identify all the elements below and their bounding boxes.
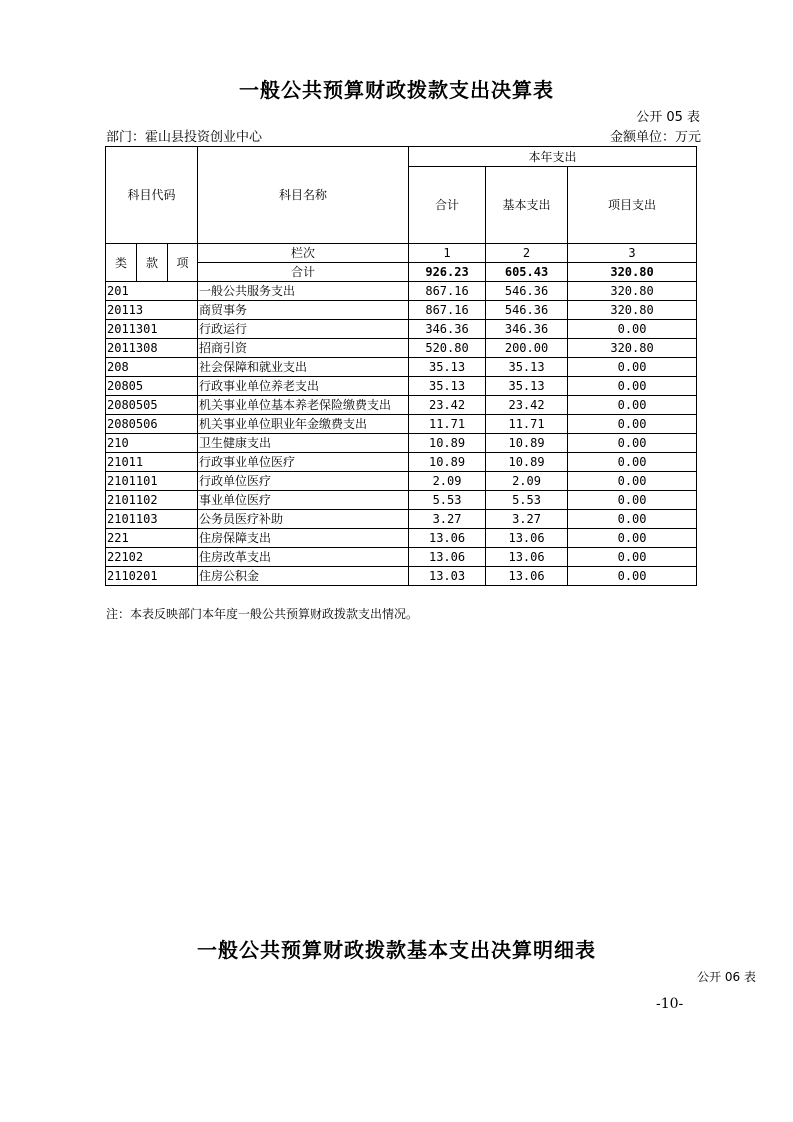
row-project: 0.00 — [568, 415, 697, 434]
table-row — [106, 567, 697, 586]
row-name: 行政事业单位养老支出 — [198, 377, 409, 396]
header-subject-name: 科目名称 — [198, 147, 409, 244]
sum-basic: 605.43 — [486, 263, 568, 282]
row-project: 0.00 — [568, 510, 697, 529]
next-table-title: 一般公共预算财政拨款基本支出决算明细表 — [197, 938, 596, 962]
row-basic: 546.36 — [486, 301, 568, 320]
table-row — [106, 510, 697, 529]
header-column-index: 栏次 — [198, 244, 409, 263]
table-row — [106, 301, 697, 320]
table-row — [106, 529, 697, 548]
row-name: 行政单位医疗 — [198, 472, 409, 491]
header-current-year: 本年支出 — [409, 147, 697, 167]
row-name: 行政事业单位医疗 — [198, 453, 409, 472]
header-lei: 类 — [106, 244, 137, 282]
row-code: 221 — [106, 529, 198, 548]
table-row — [106, 491, 697, 510]
row-code: 2110201 — [106, 567, 198, 586]
column-number-1: 1 — [409, 244, 486, 263]
row-name: 住房保障支出 — [198, 529, 409, 548]
row-total: 13.06 — [409, 548, 486, 567]
next-form-number: 公开 06 表 — [697, 970, 756, 984]
row-basic: 23.42 — [486, 396, 568, 415]
sum-project: 320.80 — [568, 263, 697, 282]
row-project: 0.00 — [568, 491, 697, 510]
row-name: 住房公积金 — [198, 567, 409, 586]
row-basic: 200.00 — [486, 339, 568, 358]
row-basic: 35.13 — [486, 377, 568, 396]
row-project: 0.00 — [568, 529, 697, 548]
row-project: 0.00 — [568, 472, 697, 491]
row-basic: 10.89 — [486, 453, 568, 472]
row-code: 2011308 — [106, 339, 198, 358]
row-total: 346.36 — [409, 320, 486, 339]
table-row — [106, 396, 697, 415]
column-number-3: 3 — [568, 244, 697, 263]
row-total: 11.71 — [409, 415, 486, 434]
table-row — [106, 453, 697, 472]
row-basic: 346.36 — [486, 320, 568, 339]
row-name: 招商引资 — [198, 339, 409, 358]
department-label: 部门：霍山县投资创业中心 — [106, 130, 263, 145]
header-kuan: 款 — [137, 244, 168, 282]
header-project: 项目支出 — [568, 167, 697, 244]
row-total: 2.09 — [409, 472, 486, 491]
row-project: 0.00 — [568, 434, 697, 453]
expenditure-table — [105, 146, 697, 586]
row-project: 0.00 — [568, 567, 697, 586]
row-basic: 5.53 — [486, 491, 568, 510]
row-code: 22102 — [106, 548, 198, 567]
form-number: 公开 05 表 — [636, 110, 700, 125]
sum-label: 合计 — [198, 263, 409, 282]
row-code: 2080505 — [106, 396, 198, 415]
row-name: 事业单位医疗 — [198, 491, 409, 510]
row-total: 23.42 — [409, 396, 486, 415]
amount-unit-label: 金额单位：万元 — [609, 130, 701, 145]
row-basic: 10.89 — [486, 434, 568, 453]
row-total: 867.16 — [409, 301, 486, 320]
row-total: 10.89 — [409, 453, 486, 472]
row-code: 2011301 — [106, 320, 198, 339]
row-name: 行政运行 — [198, 320, 409, 339]
table-row — [106, 358, 697, 377]
row-project: 0.00 — [568, 377, 697, 396]
row-total: 13.06 — [409, 529, 486, 548]
header-subject-code: 科目代码 — [106, 147, 198, 244]
row-code: 2101102 — [106, 491, 198, 510]
row-basic: 2.09 — [486, 472, 568, 491]
row-basic: 13.06 — [486, 529, 568, 548]
row-code: 210 — [106, 434, 198, 453]
table-row — [106, 320, 697, 339]
row-code: 21011 — [106, 453, 198, 472]
row-project: 0.00 — [568, 453, 697, 472]
row-total: 5.53 — [409, 491, 486, 510]
header-xiang: 项 — [168, 244, 198, 282]
row-code: 208 — [106, 358, 198, 377]
row-code: 2080506 — [106, 415, 198, 434]
sum-total: 926.23 — [409, 263, 486, 282]
row-total: 13.03 — [409, 567, 486, 586]
row-name: 住房改革支出 — [198, 548, 409, 567]
row-basic: 13.06 — [486, 567, 568, 586]
row-total: 520.80 — [409, 339, 486, 358]
row-basic: 11.71 — [486, 415, 568, 434]
table-row — [106, 282, 697, 301]
row-total: 35.13 — [409, 377, 486, 396]
row-total: 867.16 — [409, 282, 486, 301]
row-code: 20805 — [106, 377, 198, 396]
row-name: 一般公共服务支出 — [198, 282, 409, 301]
table-row — [106, 377, 697, 396]
column-number-2: 2 — [486, 244, 568, 263]
header-total: 合计 — [409, 167, 486, 244]
row-name: 卫生健康支出 — [198, 434, 409, 453]
table-row — [106, 548, 697, 567]
row-code: 2101103 — [106, 510, 198, 529]
header-basic: 基本支出 — [486, 167, 568, 244]
row-project: 0.00 — [568, 548, 697, 567]
row-project: 320.80 — [568, 301, 697, 320]
row-basic: 35.13 — [486, 358, 568, 377]
row-basic: 3.27 — [486, 510, 568, 529]
table-note: 注：本表反映部门本年度一般公共预算财政拨款支出情况。 — [106, 607, 419, 621]
row-project: 0.00 — [568, 320, 697, 339]
row-basic: 546.36 — [486, 282, 568, 301]
row-total: 3.27 — [409, 510, 486, 529]
row-code: 20113 — [106, 301, 198, 320]
row-name: 机关事业单位基本养老保险缴费支出 — [198, 396, 409, 415]
table-row — [106, 472, 697, 491]
row-name: 商贸事务 — [198, 301, 409, 320]
row-project: 0.00 — [568, 396, 697, 415]
page-title: 一般公共预算财政拨款支出决算表 — [239, 78, 554, 102]
table-row — [106, 415, 697, 434]
table-row — [106, 339, 697, 358]
row-name: 公务员医疗补助 — [198, 510, 409, 529]
row-name: 机关事业单位职业年金缴费支出 — [198, 415, 409, 434]
row-project: 320.80 — [568, 282, 697, 301]
row-project: 320.80 — [568, 339, 697, 358]
row-total: 35.13 — [409, 358, 486, 377]
row-code: 201 — [106, 282, 198, 301]
row-code: 2101101 — [106, 472, 198, 491]
page-number: -10- — [656, 996, 684, 1012]
row-name: 社会保障和就业支出 — [198, 358, 409, 377]
row-project: 0.00 — [568, 358, 697, 377]
row-total: 10.89 — [409, 434, 486, 453]
row-basic: 13.06 — [486, 548, 568, 567]
table-row — [106, 434, 697, 453]
